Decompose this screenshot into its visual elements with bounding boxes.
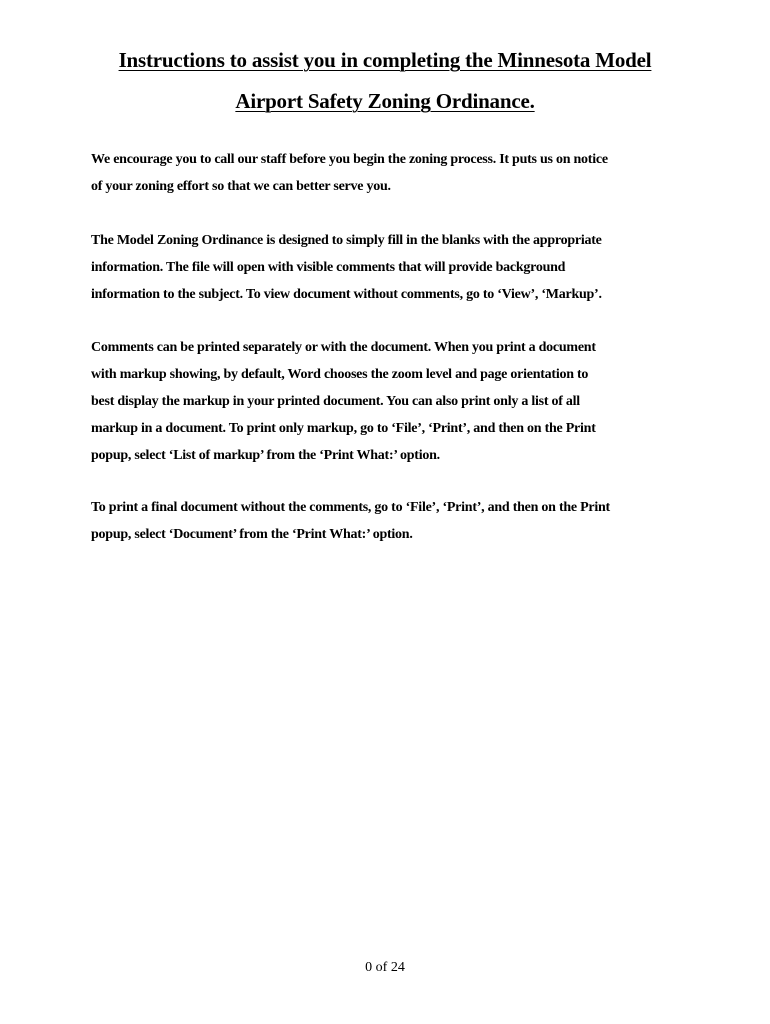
paragraph-printing-comments bbox=[91, 334, 691, 469]
paragraph-line: with markup showing, by default, Word chooses the zoom level and page orientation to bbox=[91, 367, 589, 382]
paragraph-line: information to the subject. To view document without comments, go to ‘View’, ‘Markup’. bbox=[91, 287, 602, 302]
paragraph-line: best display the markup in your printed document. You can also print only a list of all bbox=[91, 394, 580, 409]
paragraph-line: popup, select ‘Document’ from the ‘Print What:’ option. bbox=[91, 527, 413, 542]
paragraph-line: We encourage you to call our staff before you begin the zoning process. It puts us on notice bbox=[91, 152, 608, 167]
paragraph-model-ordinance bbox=[91, 227, 691, 308]
paragraph-line: The Model Zoning Ordinance is designed to simply fill in the blanks with the appropriate bbox=[91, 233, 602, 248]
document-title-line-2: Airport Safety Zoning Ordinance. bbox=[235, 89, 535, 113]
paragraph-line: markup in a document. To print only markup, go to ‘File’, ‘Print’, and then on the Print bbox=[91, 421, 596, 436]
paragraph-contact-staff bbox=[91, 146, 691, 200]
page-number: 0 of 24 bbox=[365, 960, 405, 975]
paragraph-print-final bbox=[91, 494, 691, 548]
document-title-line-1: Instructions to assist you in completing the Minnesota Model bbox=[118, 48, 652, 72]
paragraph-line: popup, select ‘List of markup’ from the ‘Print What:’ option. bbox=[91, 448, 440, 463]
paragraph-line: To print a final document without the comments, go to ‘File’, ‘Print’, and then on the Print bbox=[91, 500, 610, 515]
paragraph-line: information. The file will open with visible comments that will provide background bbox=[91, 260, 566, 275]
paragraph-line: of your zoning effort so that we can better serve you. bbox=[91, 179, 391, 194]
paragraph-line: Comments can be printed separately or with the document. When you print a document bbox=[91, 340, 596, 355]
